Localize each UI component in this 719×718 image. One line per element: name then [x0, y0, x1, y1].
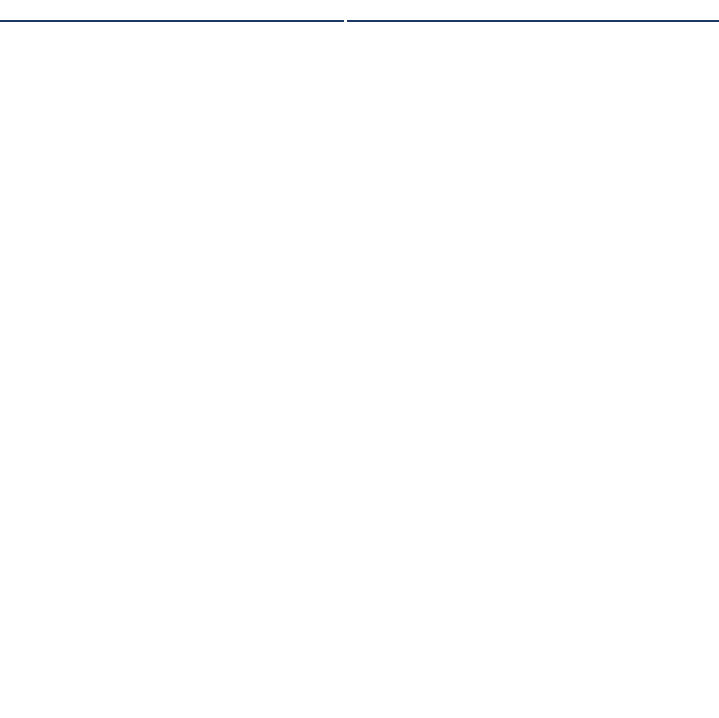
header-rule-right [347, 20, 719, 22]
what-we-dont-do-header [348, 4, 719, 20]
what-we-do-header [0, 4, 344, 20]
table-header [0, 0, 719, 21]
header-rule-left [0, 20, 344, 22]
